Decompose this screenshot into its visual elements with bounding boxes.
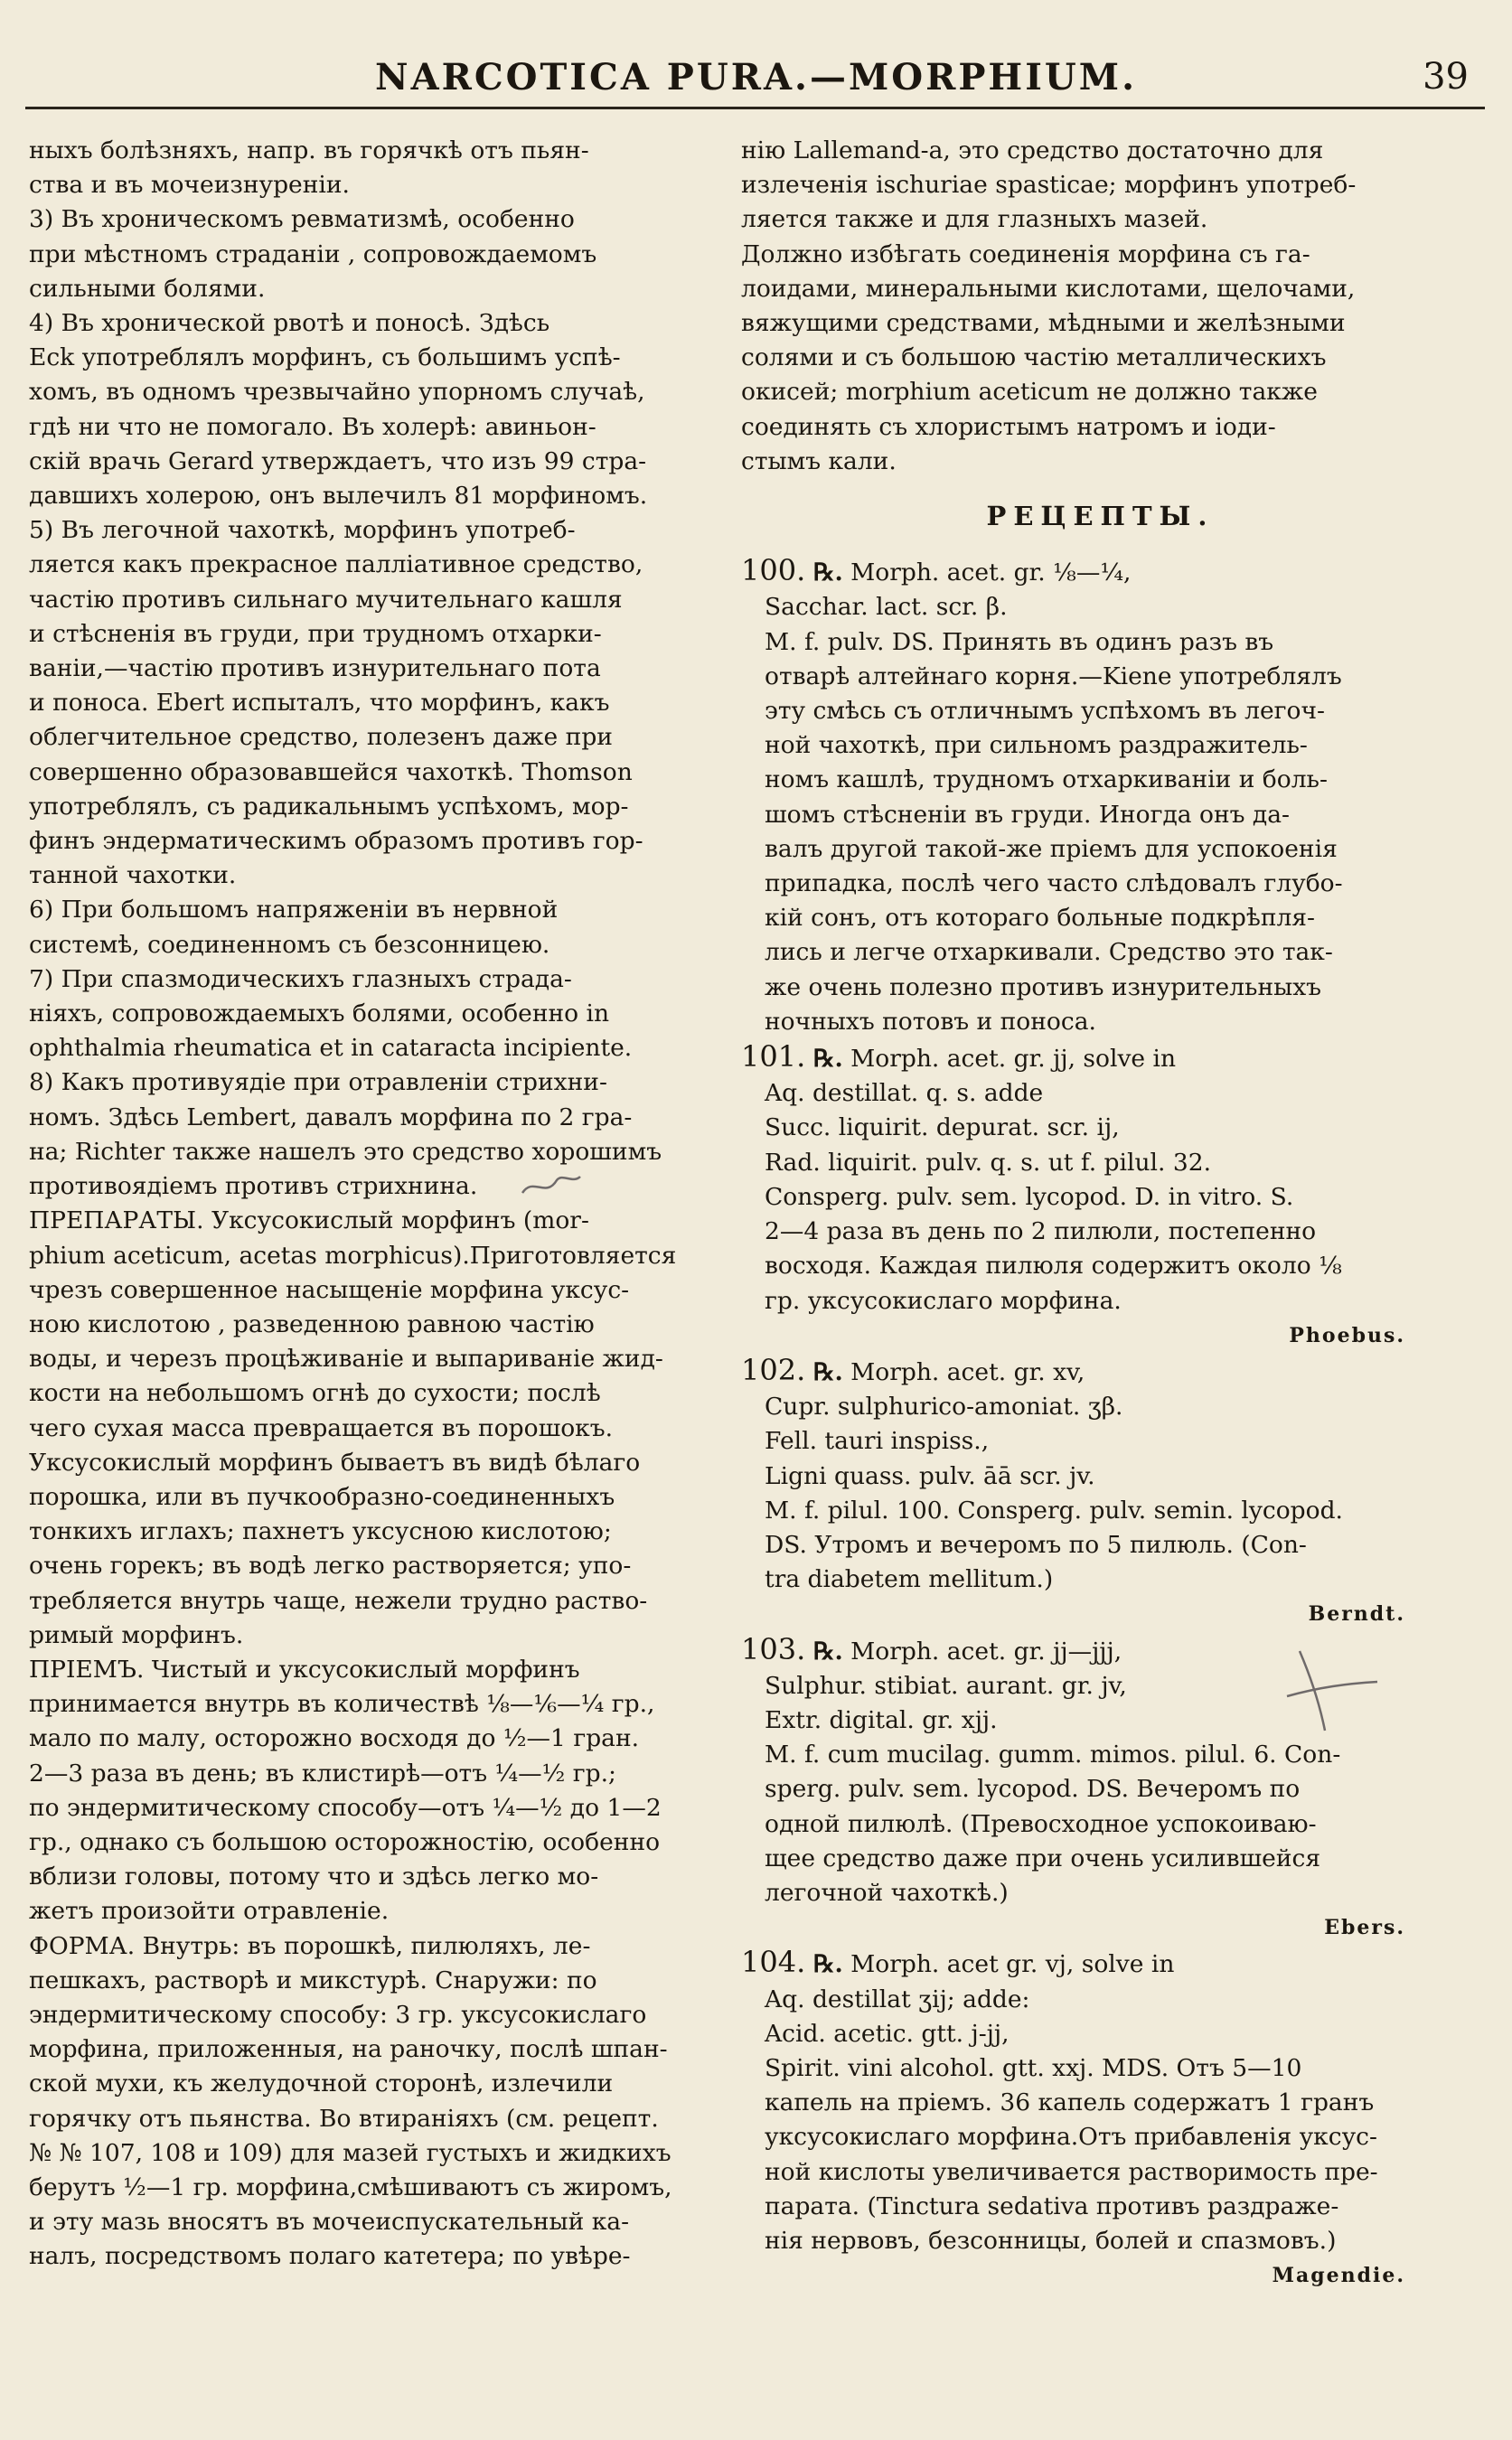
recipe-number: 102. [741,1352,806,1387]
right-column [741,134,1460,2293]
text-line: вблизи головы, потому что и здѣсь легко мо- [29,1863,599,1891]
text-line: 3) Въ хроническомъ ревматизмѣ, особенно [29,205,575,234]
text-line: совершенно образовавшейся чахоткѣ. Thomson [29,757,633,786]
recipe-line: Aq. destillat ʒij; adde: [765,1985,1030,2013]
text-line: берутъ ½—1 гр. морфина,смѣшиваютъ съ жиромъ, [29,2173,672,2201]
recipe-line: уксусокислаго морфина.Отъ прибавленія уксус- [765,2123,1377,2152]
text-line: облегчительное средство, полезенъ даже при [29,723,613,752]
text-line: эндермитическому способу: 3 гр. уксусокислаго [29,2000,647,2029]
recipe-author: Phoebus. [1289,1323,1405,1347]
recipe-line: Rad. liquirit. pulv. q. s. ut f. pilul. 32. [765,1148,1212,1177]
recipe-line: M. f. cum mucilag. gumm. mimos. pilul. 6. Con- [765,1741,1341,1769]
text-line: требляется внутрь чаще, нежели трудно раство- [29,1586,648,1615]
recipe-line: легочной чахоткѣ.) [765,1878,1009,1907]
text-line: 6) При большомъ напряженіи въ нервной [29,896,559,924]
recipe-number: 100. [741,553,806,588]
text-line: лоидами, минеральными кислотами, щелочами, [741,274,1356,303]
text-line: соединять съ хлористымъ натромъ и іоди- [741,412,1276,441]
text-line: давшихъ холерою, онъ вылечилъ 81 морфиномъ. [29,482,648,511]
recipe-author: Magendie. [1272,2264,1405,2288]
recipe-line: же очень полезно противъ изнурительныхъ [765,972,1322,1001]
text-line: 8) Какъ противуядіе при отравленіи стрихни- [29,1068,607,1097]
text-line: phium aceticum, acetas morphicus).Приготовляется [29,1241,677,1270]
text-line: ляется какъ прекрасное палліативное средство, [29,550,643,579]
text-line: Уксусокислый морфинъ бываетъ въ видѣ бѣлаго [29,1448,641,1477]
recipe-number: 101. [741,1039,806,1075]
text-line: хомъ, въ одномъ чрезвычайно упорномъ случаѣ, [29,378,645,407]
recipe-ingredient: Morph. acet. gr. jj—jjj, [850,1637,1122,1666]
text-line: солями и съ большою частію металлическихъ [741,343,1327,372]
recipe-line: Sacchar. lact. scr. β. [765,593,1008,622]
text-line: тонкихъ иглахъ; пахнетъ уксусною кислотою; [29,1517,612,1546]
recipe-line: отварѣ алтейнаго корня.—Kiene употреблялъ [765,662,1342,690]
text-line: чего сухая масса превращается въ порошокъ. [29,1413,614,1442]
recipe-line: Spirit. vini alcohol. gtt. xxj. MDS. Отъ 5—10 [765,2053,1302,2082]
text-line: морфина, приложенныя, на раночку, послѣ шпан- [29,2035,668,2064]
text-line: ною кислотою , разведенною равною частію [29,1309,595,1338]
recipe-line: 2—4 раза въ день по 2 пилюли, постепенно [765,1217,1317,1246]
recipe-number: 104. [741,1945,806,1980]
text-line: Должно избѣгать соединенія морфина съ га- [741,239,1310,268]
text-line: жетъ произойти отравленіе. [29,1897,390,1926]
text-line: танной чахотки. [29,861,237,890]
text-line: и стѣсненія въ груди, при трудномъ отхарки- [29,619,602,648]
recipe-ingredient: Morph. acet gr. vj, solve in [850,1950,1175,1979]
recipe-first-line [741,1039,1460,1076]
text-line: и поноса. Ebert испыталъ, что морфинъ, какъ [29,689,610,718]
recipe [741,1945,1460,2293]
text-line: нію Lallemand-a, это средство достаточно для [741,136,1324,164]
text-line: ніяхъ, сопровождаемыхъ болями, особенно in [29,999,610,1028]
recipe-line: DS. Утромъ и вечеромъ по 5 пилюль. (Con- [765,1530,1307,1559]
text-line: чрезъ совершенное насыщеніе морфина уксус- [29,1275,630,1304]
text-line: принимается внутрь въ количествѣ ⅛—⅙—¼ гр., [29,1690,655,1719]
text-line: ныхъ болѣзняхъ, напр. въ горячкѣ отъ пьян- [29,136,589,164]
recipe-line: восходя. Каждая пилюля содержитъ около ⅛ [765,1252,1342,1281]
recipe-number: 103. [741,1631,806,1666]
text-line: употреблялъ, съ радикальнымъ успѣхомъ, мор- [29,792,629,821]
text-line: ской мухи, къ желудочной сторонѣ, излечили [29,2069,614,2098]
recipe [741,553,1460,1039]
running-head [36,56,1476,110]
recipe-line: ной чахоткѣ, при сильномъ раздражитель- [765,731,1308,760]
recipe [741,1039,1460,1353]
recipe-line: Sulphur. stibiat. aurant. gr. jv, [765,1671,1127,1700]
recipe-line: парата. (Tinctura sedativa противъ раздраже- [765,2191,1339,2220]
recipe-line: щее средство даже при очень усилившейся [765,1844,1321,1872]
recipe-symbol: ℞. [812,1950,843,1979]
text-line: при мѣстномъ страданіи , сопровождаемомъ [29,239,597,268]
pencil-cross-mark [1283,1640,1383,1740]
text-line: излеченія ischuriae spasticae; морфинъ употреб- [741,171,1357,200]
text-line: № № 107, 108 и 109) для мазей густыхъ и жидкихъ [29,2138,671,2167]
text-line: по эндермитическому способу—отъ ¼—½ до 1—2 [29,1793,662,1822]
text-line: горячку отъ пьянства. Во втираніяхъ (см. рецепт. [29,2104,659,2133]
text-line: пешкахъ, растворѣ и микстурѣ. Снаружи: по [29,1966,597,1994]
text-line: гдѣ ни что не помогало. Въ холерѣ: авиньон- [29,412,596,441]
text-line: окисей; morphium aceticum не должно также [741,378,1318,407]
page-number: 39 [1423,56,1469,98]
recipe-ingredient: Morph. acet. gr. xv, [850,1357,1085,1386]
text-line: на; Richter также нашелъ это средство хорошимъ [29,1137,662,1166]
text-line: ляется также и для глазныхъ мазей. [741,205,1208,234]
recipe-line: Extr. digital. gr. xjj. [765,1705,998,1734]
text-line: Eck употреблялъ морфинъ, съ большимъ успѣ- [29,343,621,372]
recipe-first-line [741,1353,1460,1390]
recipe-line: нія нервовъ, безсонницы, болей и спазмовъ.) [765,2226,1337,2255]
pencil-tick-mark [515,1168,587,1204]
recipe-line: Aq. destillat. q. s. adde [765,1079,1044,1108]
recipe [741,1353,1460,1632]
text-line: гр., однако съ большою осторожностію, особенно [29,1827,661,1856]
text-line: 4) Въ хронической рвотѣ и поносѣ. Здѣсь [29,309,550,338]
recipe-author: Berndt. [1308,1602,1405,1627]
recipe-symbol: ℞. [812,558,843,587]
text-line: ства и въ мочеизнуреніи. [29,171,350,200]
text-line: частію противъ сильнаго мучительнаго кашля [29,585,623,614]
recipe-line: M. f. pilul. 100. Consperg. pulv. semin. lycopod. [765,1496,1343,1525]
recipe-line: Consperg. pulv. sem. lycopod. D. in vitro. S. [765,1182,1294,1211]
recipe-line: Cupr. sulphurico-amoniat. ʒβ. [765,1393,1123,1422]
recipe-author: Ebers. [1324,1916,1405,1940]
recipe-line: одной пилюлѣ. (Превосходное успокоиваю- [765,1809,1317,1838]
recipe-line: M. f. pulv. DS. Принять въ одинъ разъ въ [765,627,1274,656]
recipe-symbol: ℞. [812,1637,843,1666]
header-rule [25,107,1485,109]
recipe-line: Ligni quass. pulv. āā scr. jv. [765,1461,1095,1490]
recipe-first-line [741,553,1460,590]
recipe-line: гр. уксусокислаго морфина. [765,1286,1122,1315]
text-line: ophthalmia rheumatica et in cataracta incipiente. [29,1034,633,1063]
recipes-heading: РЕЦЕПТЫ. [986,501,1215,532]
text-line: 5) Въ легочной чахоткѣ, морфинъ употреб- [29,516,576,545]
text-line: номъ. Здѣсь Lembert, давалъ морфина по 2 гра- [29,1103,633,1131]
text-line: ваніи,—частію противъ изнурительнаго пота [29,654,601,683]
recipe-line: ной кислоты увеличивается растворимость пре- [765,2157,1378,2186]
recipe-line: припадка, послѣ чего часто слѣдовалъ глубо- [765,869,1343,898]
recipe-line: Succ. liquirit. depurat. scr. ij, [765,1113,1120,1142]
recipe-line: кій сонъ, отъ котораго больные подкрѣпля- [765,904,1315,933]
text-line: финъ эндерматическимъ образомъ противъ гор- [29,827,643,856]
recipe-symbol: ℞. [812,1357,843,1386]
text-line: 2—3 раза въ день; въ клистирѣ—отъ ¼—½ гр.; [29,1759,616,1788]
text-line: порошка, или въ пучкообразно-соединенныхъ [29,1482,615,1511]
text-line: налъ, посредствомъ полаго катетера; по увѣре- [29,2242,631,2271]
recipe-first-line [741,1945,1460,1982]
recipe-ingredient: Morph. acet. gr. jj, solve in [850,1045,1177,1074]
text-line: кости на небольшомъ огнѣ до сухости; послѣ [29,1379,601,1408]
recipe-line: шомъ стѣсненіи въ груди. Иногда онъ да- [765,800,1290,829]
recipe-line: капель на пріемъ. 36 капель содержатъ 1 гранъ [765,2088,1375,2117]
text-line: мало по малу, осторожно восходя до ½—1 гран. [29,1724,640,1753]
recipe-line: Fell. tauri inspiss., [765,1427,990,1456]
left-column [29,134,714,2275]
recipe-line: эту смѣсь съ отличнымъ успѣхомъ въ легоч- [765,697,1325,726]
text-line: скій врачь Gerard утверждаетъ, что изъ 99 стра- [29,446,647,475]
recipe-line: лись и легче отхаркивали. Средство это так- [765,938,1333,967]
text-line: стымъ кали. [741,446,897,475]
text-line: системѣ, соединенномъ съ безсонницею. [29,930,550,959]
text-line: противоядіемъ противъ стрихнина. [29,1172,478,1201]
recipe-line: Acid. acetic. gtt. j-jj, [765,2019,1010,2048]
recipe-line: валъ другой такой-же пріемъ для успокоенія [765,834,1338,863]
text-line: ФОРМА. Внутрь: въ порошкѣ, пилюляхъ, ле- [29,1931,591,1960]
recipe-line: номъ кашлѣ, трудномъ отхаркиваніи и боль- [765,765,1328,794]
text-line: римый морфинъ. [29,1620,244,1649]
text-line: ПРІЕМЪ. Чистый и уксусокислый морфинъ [29,1655,580,1684]
text-line: воды, и черезъ процѣживаніе и выпариваніе жид- [29,1345,663,1374]
recipe-line: sperg. pulv. sem. lycopod. DS. Вечеромъ по [765,1775,1301,1804]
text-line: вяжущими средствами, мѣдными и желѣзными [741,309,1346,338]
text-line: сильными болями. [29,274,266,303]
recipe-symbol: ℞. [812,1045,843,1074]
text-line: и эту мазь вносятъ въ мочеиспускательный ка- [29,2208,630,2237]
recipe-line: ночныхъ потовъ и поноса. [765,1007,1096,1036]
text-line: очень горекъ; въ водѣ легко растворяется; упо- [29,1552,632,1581]
recipe-line: tra diabetem mellitum.) [765,1565,1054,1594]
text-line: 7) При спазмодическихъ глазныхъ страда- [29,964,572,993]
running-title: NARCOTICA PURA.—MORPHIUM. [375,56,1137,99]
recipe-ingredient: Morph. acet. gr. ⅛—¼, [850,558,1132,587]
text-line: ПРЕПАРАТЫ. Уксусокислый морфинъ (mor- [29,1206,589,1235]
